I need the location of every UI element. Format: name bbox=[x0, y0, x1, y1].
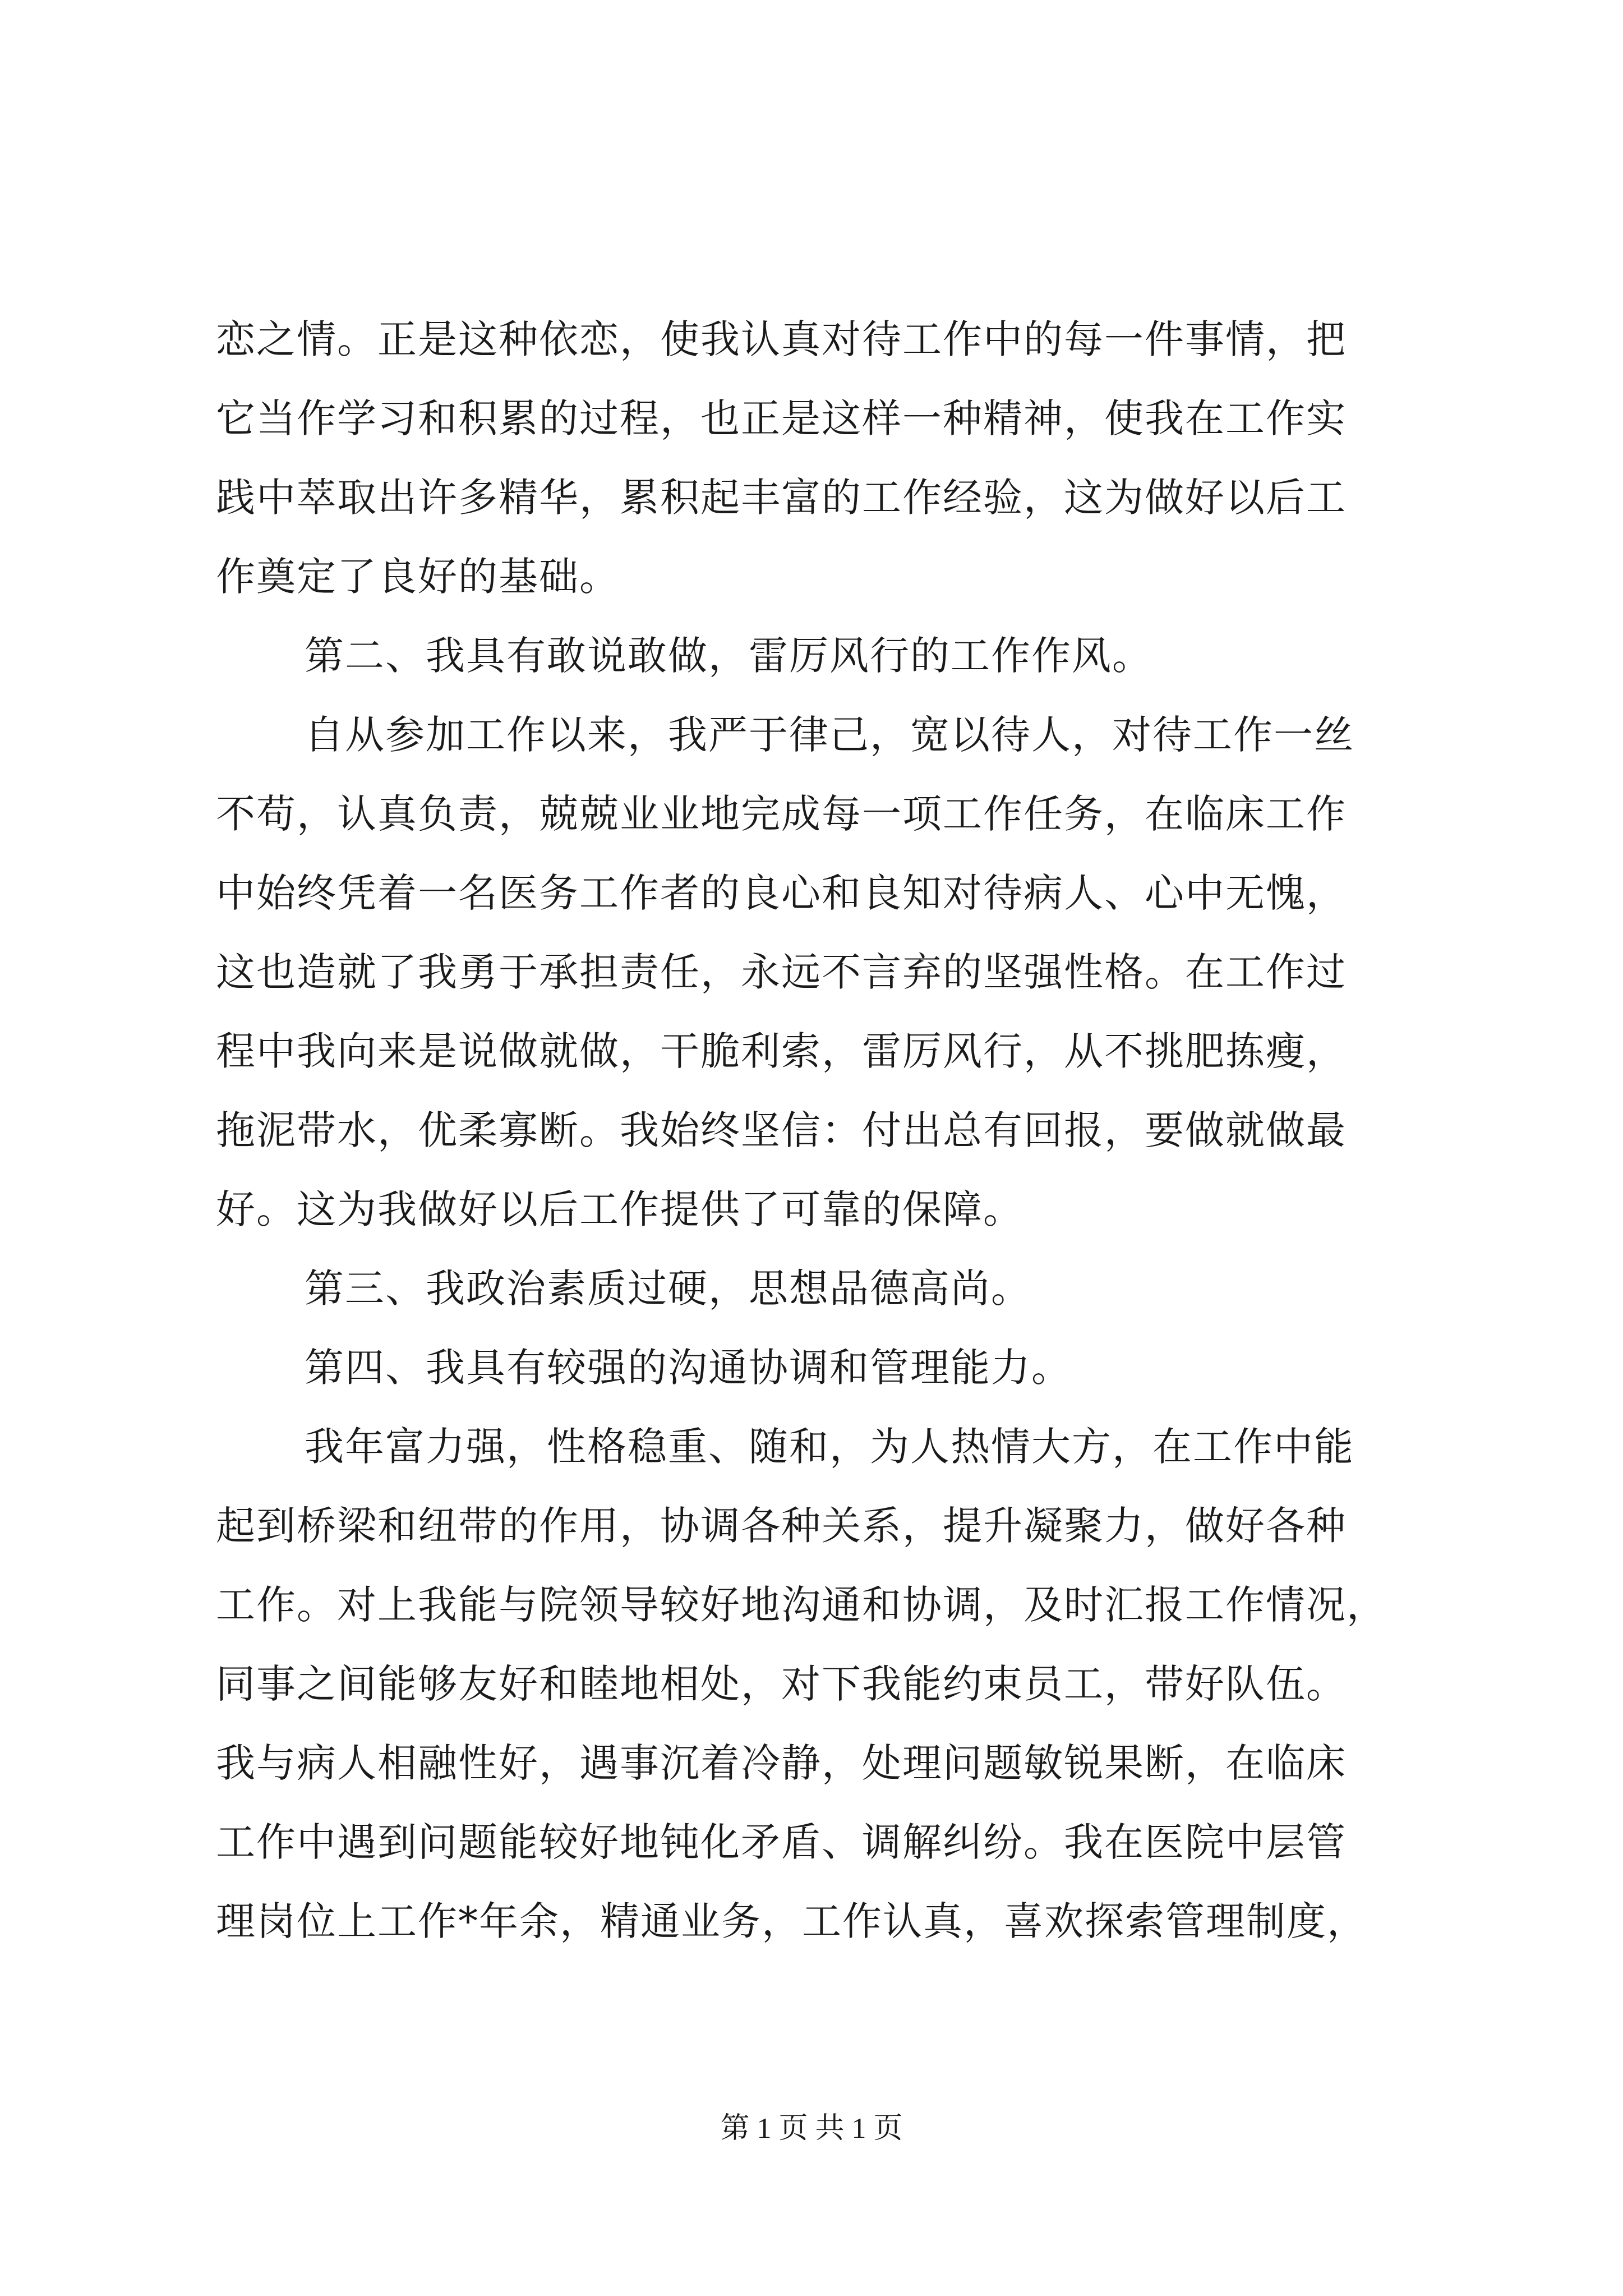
text-line: 好。这为我做好以后工作提供了可靠的保障。 bbox=[216, 1186, 1023, 1232]
text-line: 不苟，认真负责，兢兢业业地完成每一项工作任务，在临床工作 bbox=[216, 791, 1347, 837]
text-line: 践中萃取出许多精华，累积起丰富的工作经验，这为做好以后工 bbox=[216, 475, 1347, 521]
text-line: 中始终凭着一名医务工作者的良心和良知对待病人、心中无愧， bbox=[216, 870, 1347, 916]
text-line: 起到桥梁和纽带的作用，协调各种关系，提升凝聚力，做好各种 bbox=[216, 1503, 1347, 1549]
paragraph-first-line: 第三、我政治素质过硬，思想品德高尚。 bbox=[305, 1266, 1031, 1312]
text-line: 工作中遇到问题能较好地钝化矛盾、调解纠纷。我在医院中层管 bbox=[216, 1819, 1347, 1865]
text-line: 工作。对上我能与院领导较好地沟通和协调，及时汇报工作情况， bbox=[216, 1582, 1387, 1628]
text-line: 这也造就了我勇于承担责任，永远不言弃的坚强性格。在工作过 bbox=[216, 949, 1347, 995]
page-footer: 第 1 页 共 1 页 bbox=[720, 2113, 903, 2145]
document-body bbox=[216, 300, 1450, 1961]
text-line: 同事之间能够友好和睦地相处，对下我能约束员工，带好队伍。 bbox=[216, 1661, 1347, 1707]
paragraph-first-line: 我年富力强，性格稳重、随和，为人热情大方，在工作中能 bbox=[305, 1424, 1354, 1470]
text-line: 程中我向来是说做就做，干脆利索，雷厉风行，从不挑肥拣瘦， bbox=[216, 1028, 1347, 1074]
text-line: 恋之情。正是这种依恋，使我认真对待工作中的每一件事情，把 bbox=[216, 316, 1347, 362]
paragraph-first-line: 第四、我具有较强的沟通协调和管理能力。 bbox=[305, 1345, 1072, 1391]
text-line: 理岗位上工作*年余，精通业务，工作认真，喜欢探索管理制度， bbox=[216, 1898, 1367, 1944]
paragraph-first-line: 第二、我具有敢说敢做，雷厉风行的工作作风。 bbox=[305, 633, 1152, 679]
text-line: 作奠定了良好的基础。 bbox=[216, 554, 620, 600]
paragraph-first-line: 自从参加工作以来，我严于律己，宽以待人，对待工作一丝 bbox=[305, 712, 1354, 758]
text-line: 我与病人相融性好，遇事沉着冷静，处理问题敏锐果断，在临床 bbox=[216, 1740, 1347, 1786]
text-line: 拖泥带水，优柔寡断。我始终坚信：付出总有回报，要做就做最 bbox=[216, 1107, 1347, 1153]
text-line: 它当作学习和积累的过程，也正是这样一种精神，使我在工作实 bbox=[216, 395, 1347, 441]
